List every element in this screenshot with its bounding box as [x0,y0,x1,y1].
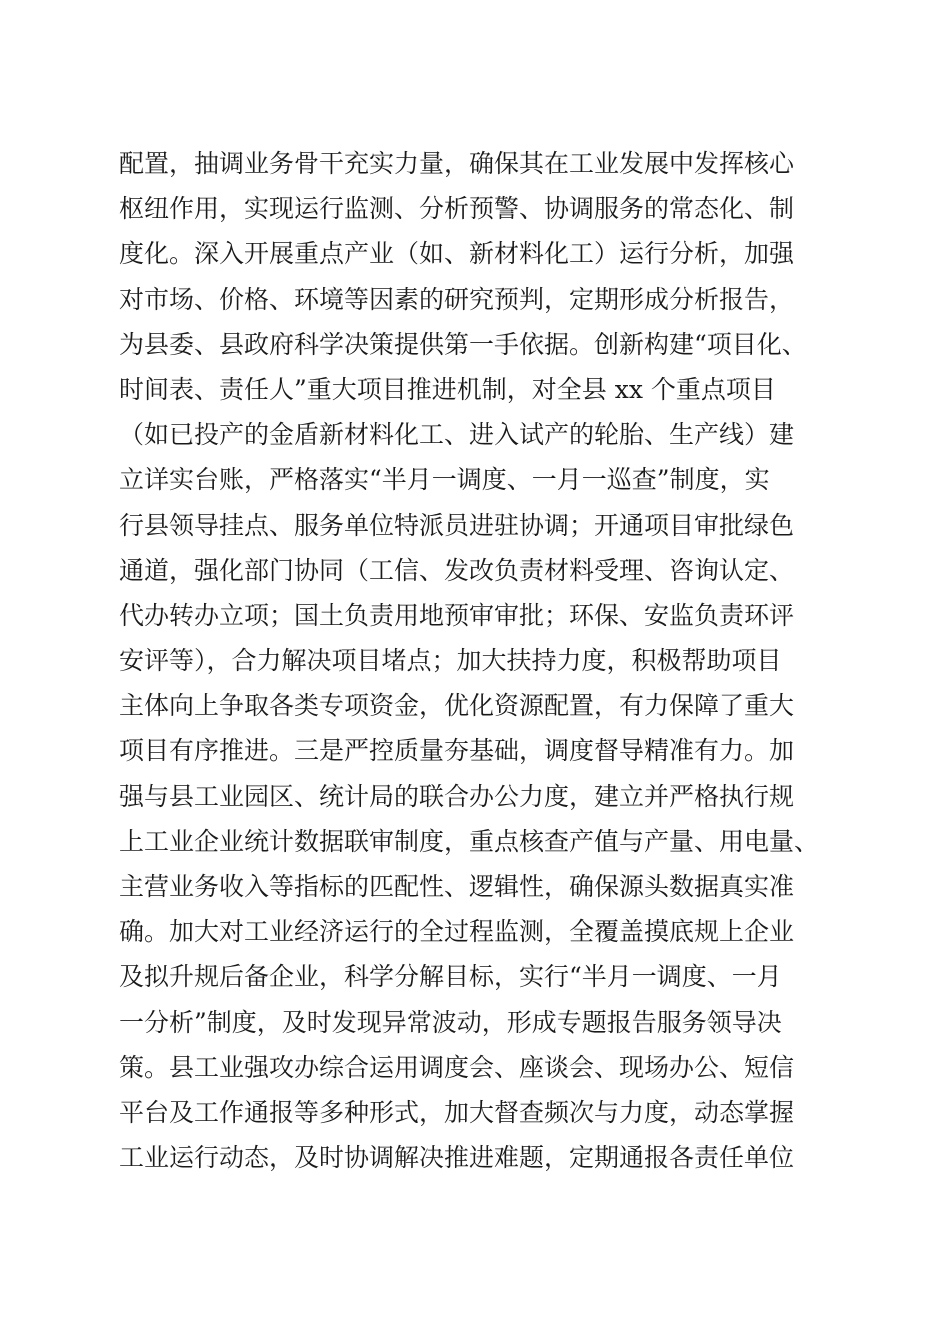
text-line: 主营业务收入等指标的匹配性、逻辑性，确保源头数据真实准 [119,872,795,901]
body-paragraph [119,141,839,1180]
text-line: 强与县工业园区、统计局的联合办公力度，建立并严格执行规 [119,781,795,811]
text-line: 工业运行动态，及时协调解决推进难题，定期通报各责任单位 [119,1143,795,1173]
text-line: 对市场、价格、环境等因素的研究预判，定期形成分析报告， [119,284,795,314]
text-line: 及拟升规后备企业，科学分解目标，实行“半月一调度、一月 [119,962,782,992]
text-line: 行县领导挂点、服务单位特派员进驻协调；开通项目审批绿色 [119,510,795,540]
text-line: 平台及工作通报等多种形式，加大督查频次与力度，动态掌握 [119,1097,795,1127]
text-line: 立详实台账，严格落实“半月一调度、一月一巡查”制度，实 [119,465,770,495]
text-line: 项目有序推进。三是严控质量夯基础，调度督导精准有力。加 [119,736,795,766]
text-line: 确。加大对工业经济运行的全过程监测，全覆盖摸底规上企业 [119,917,795,947]
text-line: 时间表、责任人”重大项目推进机制，对全县 xx 个重点项目 [119,374,776,404]
text-line: （如已投产的金盾新材料化工、进入试产的轮胎、生产线）建 [119,420,795,450]
text-line: 为县委、县政府科学决策提供第一手依据。创新构建“项目化、 [119,329,807,359]
text-line: 代办转办立项；国土负责用地预审审批；环保、安监负责环评 [119,600,795,630]
text-line: 枢纽作用，实现运行监测、分析预警、协调服务的常态化、制 [119,194,795,224]
text-line: 策。县工业强攻办综合运用调度会、座谈会、现场办公、短信 [119,1052,795,1082]
text-line: 配置，抽调业务骨干充实力量，确保其在工业发展中发挥核心 [119,149,795,178]
text-line: 安评等），合力解决项目堵点；加大扶持力度，积极帮助项目 [119,646,782,676]
text-line: 上工业企业统计数据联审制度，重点核查产值与产量、用电量、 [119,826,820,856]
text-line: 度化。深入开展重点产业（如、新材料化工）运行分析，加强 [119,239,795,269]
text-line: 一分析”制度，及时发现异常波动，形成专题报告服务领导决 [119,1007,782,1037]
text-line: 主体向上争取各类专项资金，优化资源配置，有力保障了重大 [119,691,795,721]
text-line: 通道，强化部门协同（工信、发改负责材料受理、咨询认定、 [119,555,795,585]
